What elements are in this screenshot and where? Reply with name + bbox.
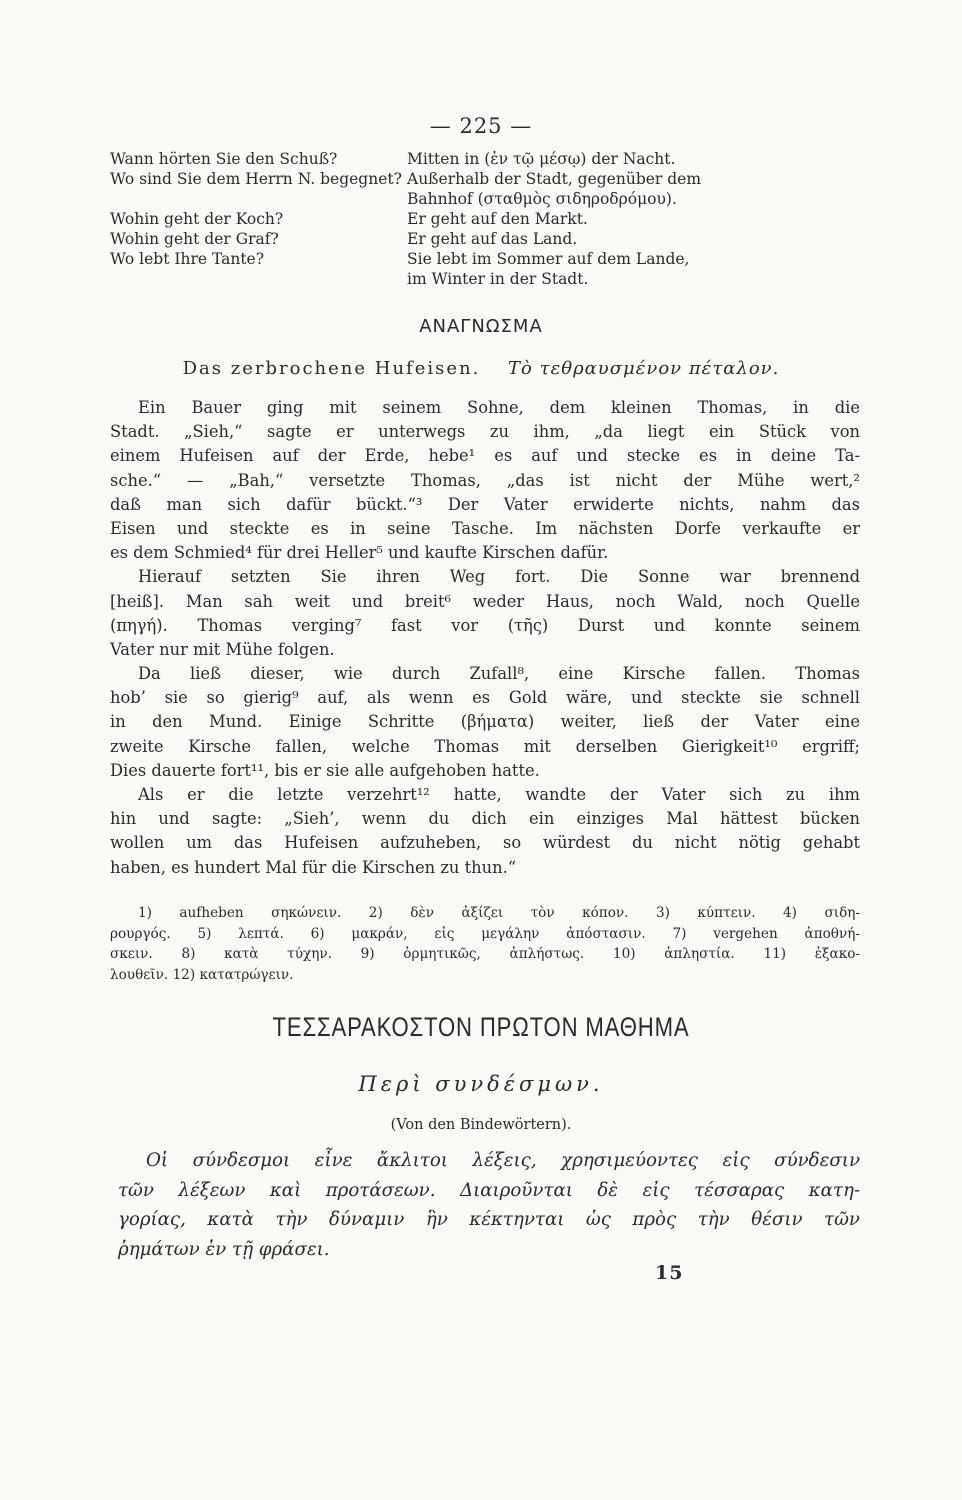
text-line: [heiß]. Man sah weit und breit⁶ weder Haus, noch Wald, noch Quelle xyxy=(110,591,860,611)
text-line: Stadt. „Sieh,“ sagte er unterwegs zu ihm, „da liegt ein Stück von xyxy=(110,422,860,442)
text-line: sche.“ — „Bah,“ versetzte Thomas, „das ist nicht der Mühe wert,² xyxy=(110,470,860,490)
answer: Außerhalb der Stadt, gegenüber dem xyxy=(407,170,702,188)
footnote-line: 1) aufheben σηκώνειν. 2) δὲν ἀξίζει τὸν κόπον. 3) κύπτειν. 4) σιδη- xyxy=(138,905,860,921)
answer: Sie lebt im Sommer auf dem Lande, xyxy=(407,250,690,268)
text-line: es dem Schmied⁴ für drei Heller⁵ und kaufte Kirschen dafür. xyxy=(110,543,609,563)
question: Wohin geht der Koch? xyxy=(110,210,284,228)
answer: Er geht auf das Land. xyxy=(407,230,578,248)
footnote-line: ρουργός. 5) λεπτά. 6) μακράν, εἰς μεγάλην ἀπόστασιν. 7) vergehen ἀποθνή- xyxy=(110,925,860,942)
qa-row xyxy=(110,230,870,250)
greek-line: Οἱ σύνδεσμοι εἶνε ἄκλιτοι λέξεις, χρησιμεύοντες εἰς σύνδεσιν xyxy=(146,1150,860,1171)
footnote-line: σκειν. 8) κατὰ τύχην. 9) ὁρμητικῶς, ἀπλήστως. 10) ἀπληστία. 11) ἐξακο- xyxy=(110,946,860,962)
lesson-subtitle: Περὶ συνδέσμων. xyxy=(358,1072,604,1096)
text-line: Eisen und steckte es in seine Tasche. Im nächsten Dorfe verkaufte er xyxy=(110,518,860,538)
signature-mark: 15 xyxy=(655,1262,684,1284)
qa-row xyxy=(110,190,870,210)
lesson-subtitle-german: (Von den Bindewörtern). xyxy=(390,1117,572,1133)
greek-line: γορίας, κατὰ τὴν δύναμιν ἣν κέκτηνται ὡς πρὸς τὴν θέσιν τῶν xyxy=(118,1209,860,1230)
answer: Bahnhof (σταθμὸς σιδηροδρόμου). xyxy=(407,190,677,208)
text-line: Da ließ dieser, wie durch Zufall⁸, eine Kirsche fallen. Thomas xyxy=(138,664,860,684)
text-line: in den Mund. Einige Schritte (βήματα) weiter, ließ der Vater eine xyxy=(110,712,860,732)
answer: im Winter in der Stadt. xyxy=(407,270,589,288)
story-title xyxy=(0,358,962,379)
text-line: zweite Kirsche fallen, welche Thomas mit derselben Gierigkeit¹⁰ ergriff; xyxy=(110,736,860,756)
question: Wohin geht der Graf? xyxy=(110,230,279,248)
greek-line: τῶν λέξεων καὶ προτάσεων. Διαιροῦνται δὲ εἰς τέσσαρας κατη- xyxy=(118,1179,860,1201)
text-line: hin und sagte: „Sieh’, wenn du dich ein einziges Mal hättest bücken xyxy=(110,809,860,829)
question: Wo sind Sie dem Herrn N. begegnet? xyxy=(110,170,402,188)
text-line: Vater nur mit Mühe folgen. xyxy=(110,639,335,659)
lesson-title: ΤΕΣΣΑΡΑΚΟΣΤΟΝ ΠΡΩΤΟΝ ΜΑΘΗΜΑ xyxy=(272,1012,690,1042)
question: Wo lebt Ihre Tante? xyxy=(110,250,265,268)
qa-row xyxy=(110,210,870,230)
text-line: Ein Bauer ging mit seinem Sohne, dem kleinen Thomas, in die xyxy=(138,398,860,417)
text-line: (πηγή). Thomas verging⁷ fast vor (τῆς) Durst und konnte seinem xyxy=(110,615,860,635)
text-line: Dies dauerte fort¹¹, bis er sie alle aufgehoben hatte. xyxy=(110,760,540,780)
text-line: Hierauf setzten Sie ihren Weg fort. Die Sonne war brennend xyxy=(138,567,860,587)
qa-row xyxy=(110,170,870,190)
story-text xyxy=(110,396,860,880)
text-line: hob’ sie so gierig⁹ auf, als wenn es Gold wäre, und steckte sie schnell xyxy=(110,688,860,708)
footnote-line: λουθεῖν. 12) κατατρώγειν. xyxy=(110,966,294,983)
text-line: Als er die letzte verzehrt¹² hatte, wandte der Vater sich zu ihm xyxy=(138,785,860,804)
answer: Er geht auf den Markt. xyxy=(407,210,588,228)
answer: Mitten in (ἐν τῷ μέσῳ) der Nacht. xyxy=(407,150,676,168)
greek-line: ῥημάτων ἐν τῇ φράσει. xyxy=(118,1238,330,1260)
story-title-german: Das zerbrochene Hufeisen. xyxy=(182,358,481,379)
story-title-greek: Τὸ τεθραυσμένον πέταλον. xyxy=(508,358,780,379)
text-line: daß man sich dafür bückt.“³ Der Vater erwiderte nichts, nahm das xyxy=(110,494,860,514)
greek-text xyxy=(118,1146,860,1264)
text-line: haben, es hundert Mal für die Kirschen zu thun.“ xyxy=(110,857,517,877)
footnotes xyxy=(110,903,860,985)
qa-row xyxy=(110,150,870,170)
qa-row xyxy=(110,270,870,290)
qa-row xyxy=(110,250,870,270)
question-answer-list xyxy=(110,150,870,290)
text-line: wollen um das Hufeisen aufzuheben, so würdest du nicht nötig gehabt xyxy=(110,833,860,853)
reading-heading: ΑΝΑΓΝΩΣΜΑ xyxy=(419,316,543,337)
question: Wann hörten Sie den Schuß? xyxy=(110,150,338,168)
page-number: — 225 — xyxy=(429,114,533,138)
text-line: einem Hufeisen auf der Erde, hebe¹ es auf und stecke es in deine Ta- xyxy=(110,446,860,466)
